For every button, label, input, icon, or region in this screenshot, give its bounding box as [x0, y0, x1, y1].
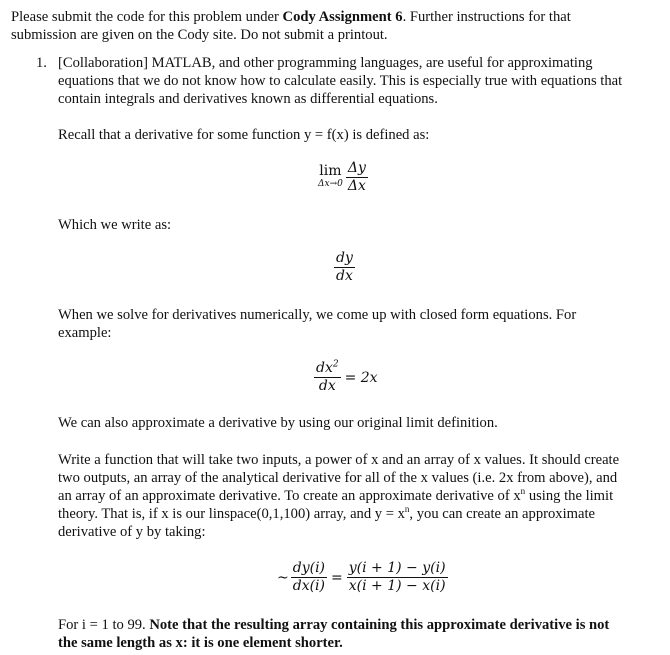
denominator: dx(i) [292, 578, 325, 594]
note-text: For i = 1 to 99. [58, 617, 150, 633]
task-text: Write a function that will take two inputs, a power of x and an array of x values. It should create two outputs, an array of the analytical derivative for all of the x values (i.e. 2x from above), and an array of an approximate derivative. To create an approximate derivative of x [58, 452, 620, 504]
task-text-3: , you can create an approximate derivative of y by taking: [58, 506, 595, 540]
fraction [314, 360, 341, 395]
equation-example [314, 360, 382, 395]
fraction [334, 250, 355, 285]
tilde: ~ [277, 569, 289, 586]
task-text-2: using the limit theory. That is, if x is our linspace(0,1,100) array, and y = x [58, 488, 614, 522]
denominator: dx [318, 378, 336, 394]
lim-subscript: Δx→0 [318, 178, 343, 189]
numerator: dy(i) [292, 560, 326, 576]
equation-derivative [334, 250, 355, 285]
paragraph-note [58, 616, 630, 652]
paragraph-intro: [Collaboration] MATLAB, and other programming languages, are useful for approximating equations that we do not know how to calculate easily. This is especially true with equations that contain integrals and derivatives known as differential equations. [58, 55, 623, 107]
fraction-right [347, 560, 448, 595]
intro-text-2: . Further instructions for that submission are given on the Cody site. Do not submit a printout. [11, 9, 571, 43]
numerator: y(i + 1) − y(i) [348, 560, 446, 576]
paragraph-which: Which we write as: [58, 217, 172, 233]
fraction-left [291, 560, 327, 595]
denominator: Δx [347, 178, 366, 194]
numerator-base: dx [316, 360, 333, 376]
list-number: 1. [36, 55, 47, 71]
fraction [346, 160, 368, 195]
paragraph-when: When we solve for derivatives numerically, we come up with closed form equations. For example: [58, 307, 577, 341]
note-bold: Note that the resulting array containing this approximate derivative is not the same length as x: it is one element shorter. [58, 617, 610, 651]
rhs: = 2x [344, 369, 378, 386]
intro-text: Please submit the code for this problem under [11, 9, 283, 25]
equation-limit [318, 160, 368, 195]
denominator: dx [336, 268, 353, 284]
superscript: n [520, 486, 526, 497]
limit-operator [318, 162, 343, 191]
equals: = [331, 569, 343, 586]
numerator [314, 360, 341, 378]
intro-paragraph [11, 8, 631, 44]
assignment-name: Cody Assignment 6 [282, 9, 403, 25]
lim-text: lim [319, 162, 342, 179]
denominator: x(i + 1) − x(i) [348, 578, 446, 594]
exponent: 2 [332, 359, 339, 370]
paragraph-task [58, 451, 630, 541]
numerator: Δy [347, 160, 366, 176]
numerator: dy [336, 250, 353, 266]
paragraph-recall: Recall that a derivative for some function y = f(x) is defined as: [58, 127, 430, 143]
superscript: n [404, 504, 410, 515]
equation-approx [277, 560, 448, 595]
paragraph-approx: We can also approximate a derivative by using our original limit definition. [58, 415, 498, 431]
